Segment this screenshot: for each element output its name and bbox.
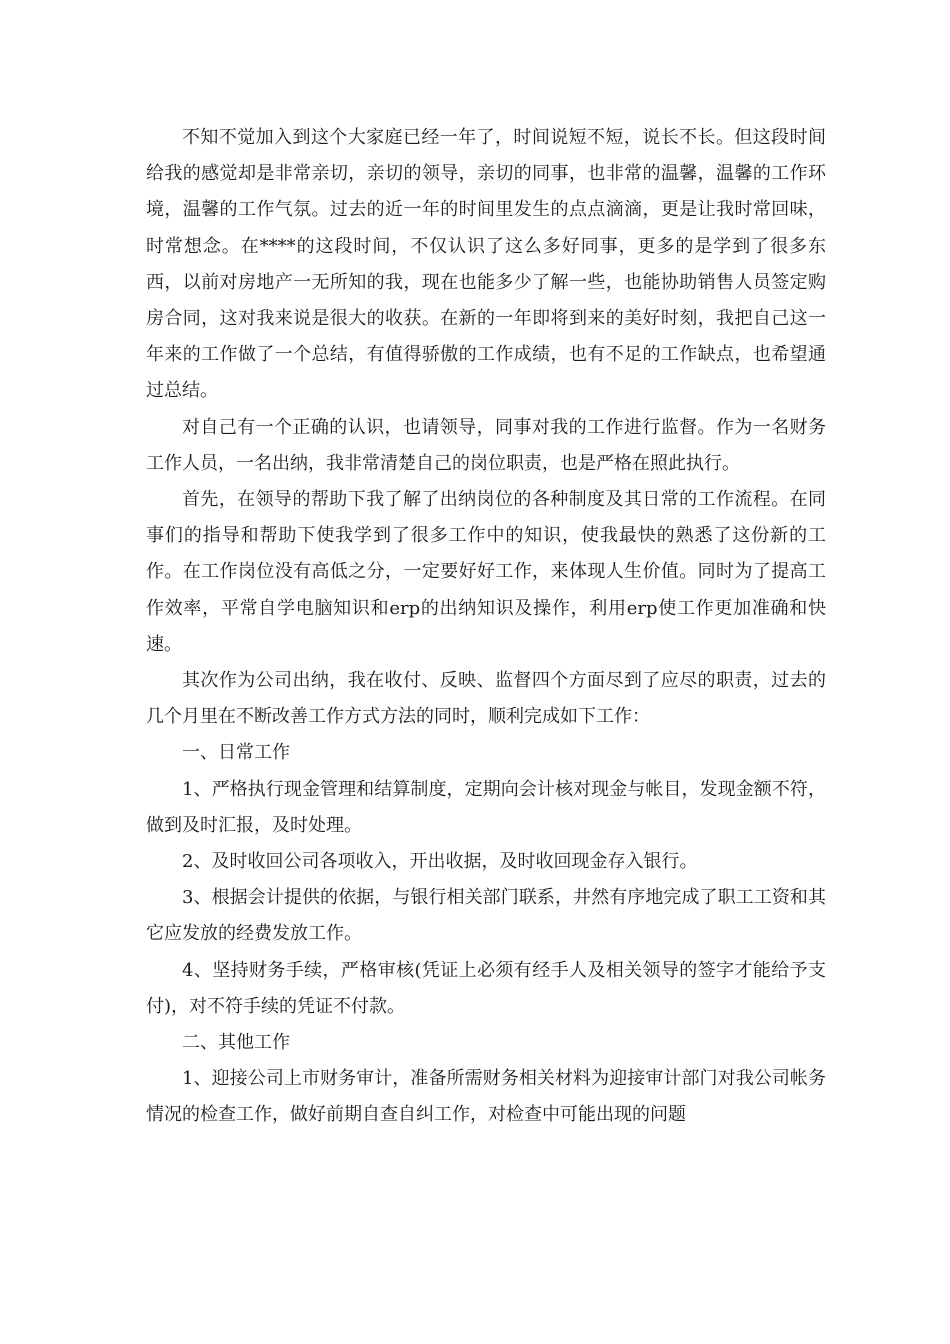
list-item-1: 1、严格执行现金管理和结算制度，定期向会计核对现金与帐目，发现金额不符，做到及时汇报，及时处理。 bbox=[146, 778, 826, 836]
paragraph-second: 其次作为公司出纳，我在收付、反映、监督四个方面尽到了应尽的职责，过去的几个月里在不断改善工作方式方法的同时，顺利完成如下工作： bbox=[146, 670, 826, 728]
section-heading-daily-work: 一、日常工作 bbox=[182, 742, 290, 764]
document-body bbox=[146, 120, 826, 1134]
paragraph-first: 首先，在领导的帮助下我了解了出纳岗位的各种制度及其日常的工作流程。在同事们的指导和帮助下使我学到了很多工作中的知识，使我最快的熟悉了这份新的工作。在工作岗位没有高低之分，一定要好好工作，来体现人生价值。同时为了提高工作效率，平常自学电脑知识和erp的出纳知识及操作，利用erp使工作更加准确和快速。 bbox=[146, 489, 826, 655]
section-heading-other-work: 二、其他工作 bbox=[182, 1032, 290, 1054]
list-item-4: 4、坚持财务手续，严格审核(凭证上必须有经手人及相关领导的签字才能给予支付)，对不符手续的凭证不付款。 bbox=[146, 959, 826, 1017]
paragraph-self-assessment: 对自己有一个正确的认识，也请领导，同事对我的工作进行监督。作为一名财务工作人员，一名出纳，我非常清楚自己的岗位职责，也是严格在照此执行。 bbox=[146, 416, 826, 474]
paragraph-intro: 不知不觉加入到这个大家庭已经一年了，时间说短不短，说长不长。但这段时间给我的感觉却是非常亲切，亲切的领导，亲切的同事，也非常的温馨，温馨的工作环境，温馨的工作气氛。过去的近一年的时间里发生的点点滴滴，更是让我时常回味，时常想念。在****的这段时间，不仅认识了这么多好同事，更多的是学到了很多东西，以前对房地产一无所知的我，现在也能多少了解一些，也能协助销售人员签定购房合同，这对我来说是很大的收获。在新的一年即将到来的美好时刻，我把自己这一年来的工作做了一个总结，有值得骄傲的工作成绩，也有不足的工作缺点，也希望通过总结。 bbox=[146, 127, 826, 402]
list-item-3: 3、根据会计提供的依据，与银行相关部门联系，井然有序地完成了职工工资和其它应发放的经费发放工作。 bbox=[146, 887, 826, 945]
list-item-2: 2、及时收回公司各项收入，开出收据，及时收回现金存入银行。 bbox=[182, 851, 698, 873]
other-work-item-1: 1、迎接公司上市财务审计，准备所需财务相关材料为迎接审计部门对我公司帐务情况的检查工作，做好前期自查自纠工作，对检查中可能出现的问题 bbox=[146, 1068, 826, 1126]
